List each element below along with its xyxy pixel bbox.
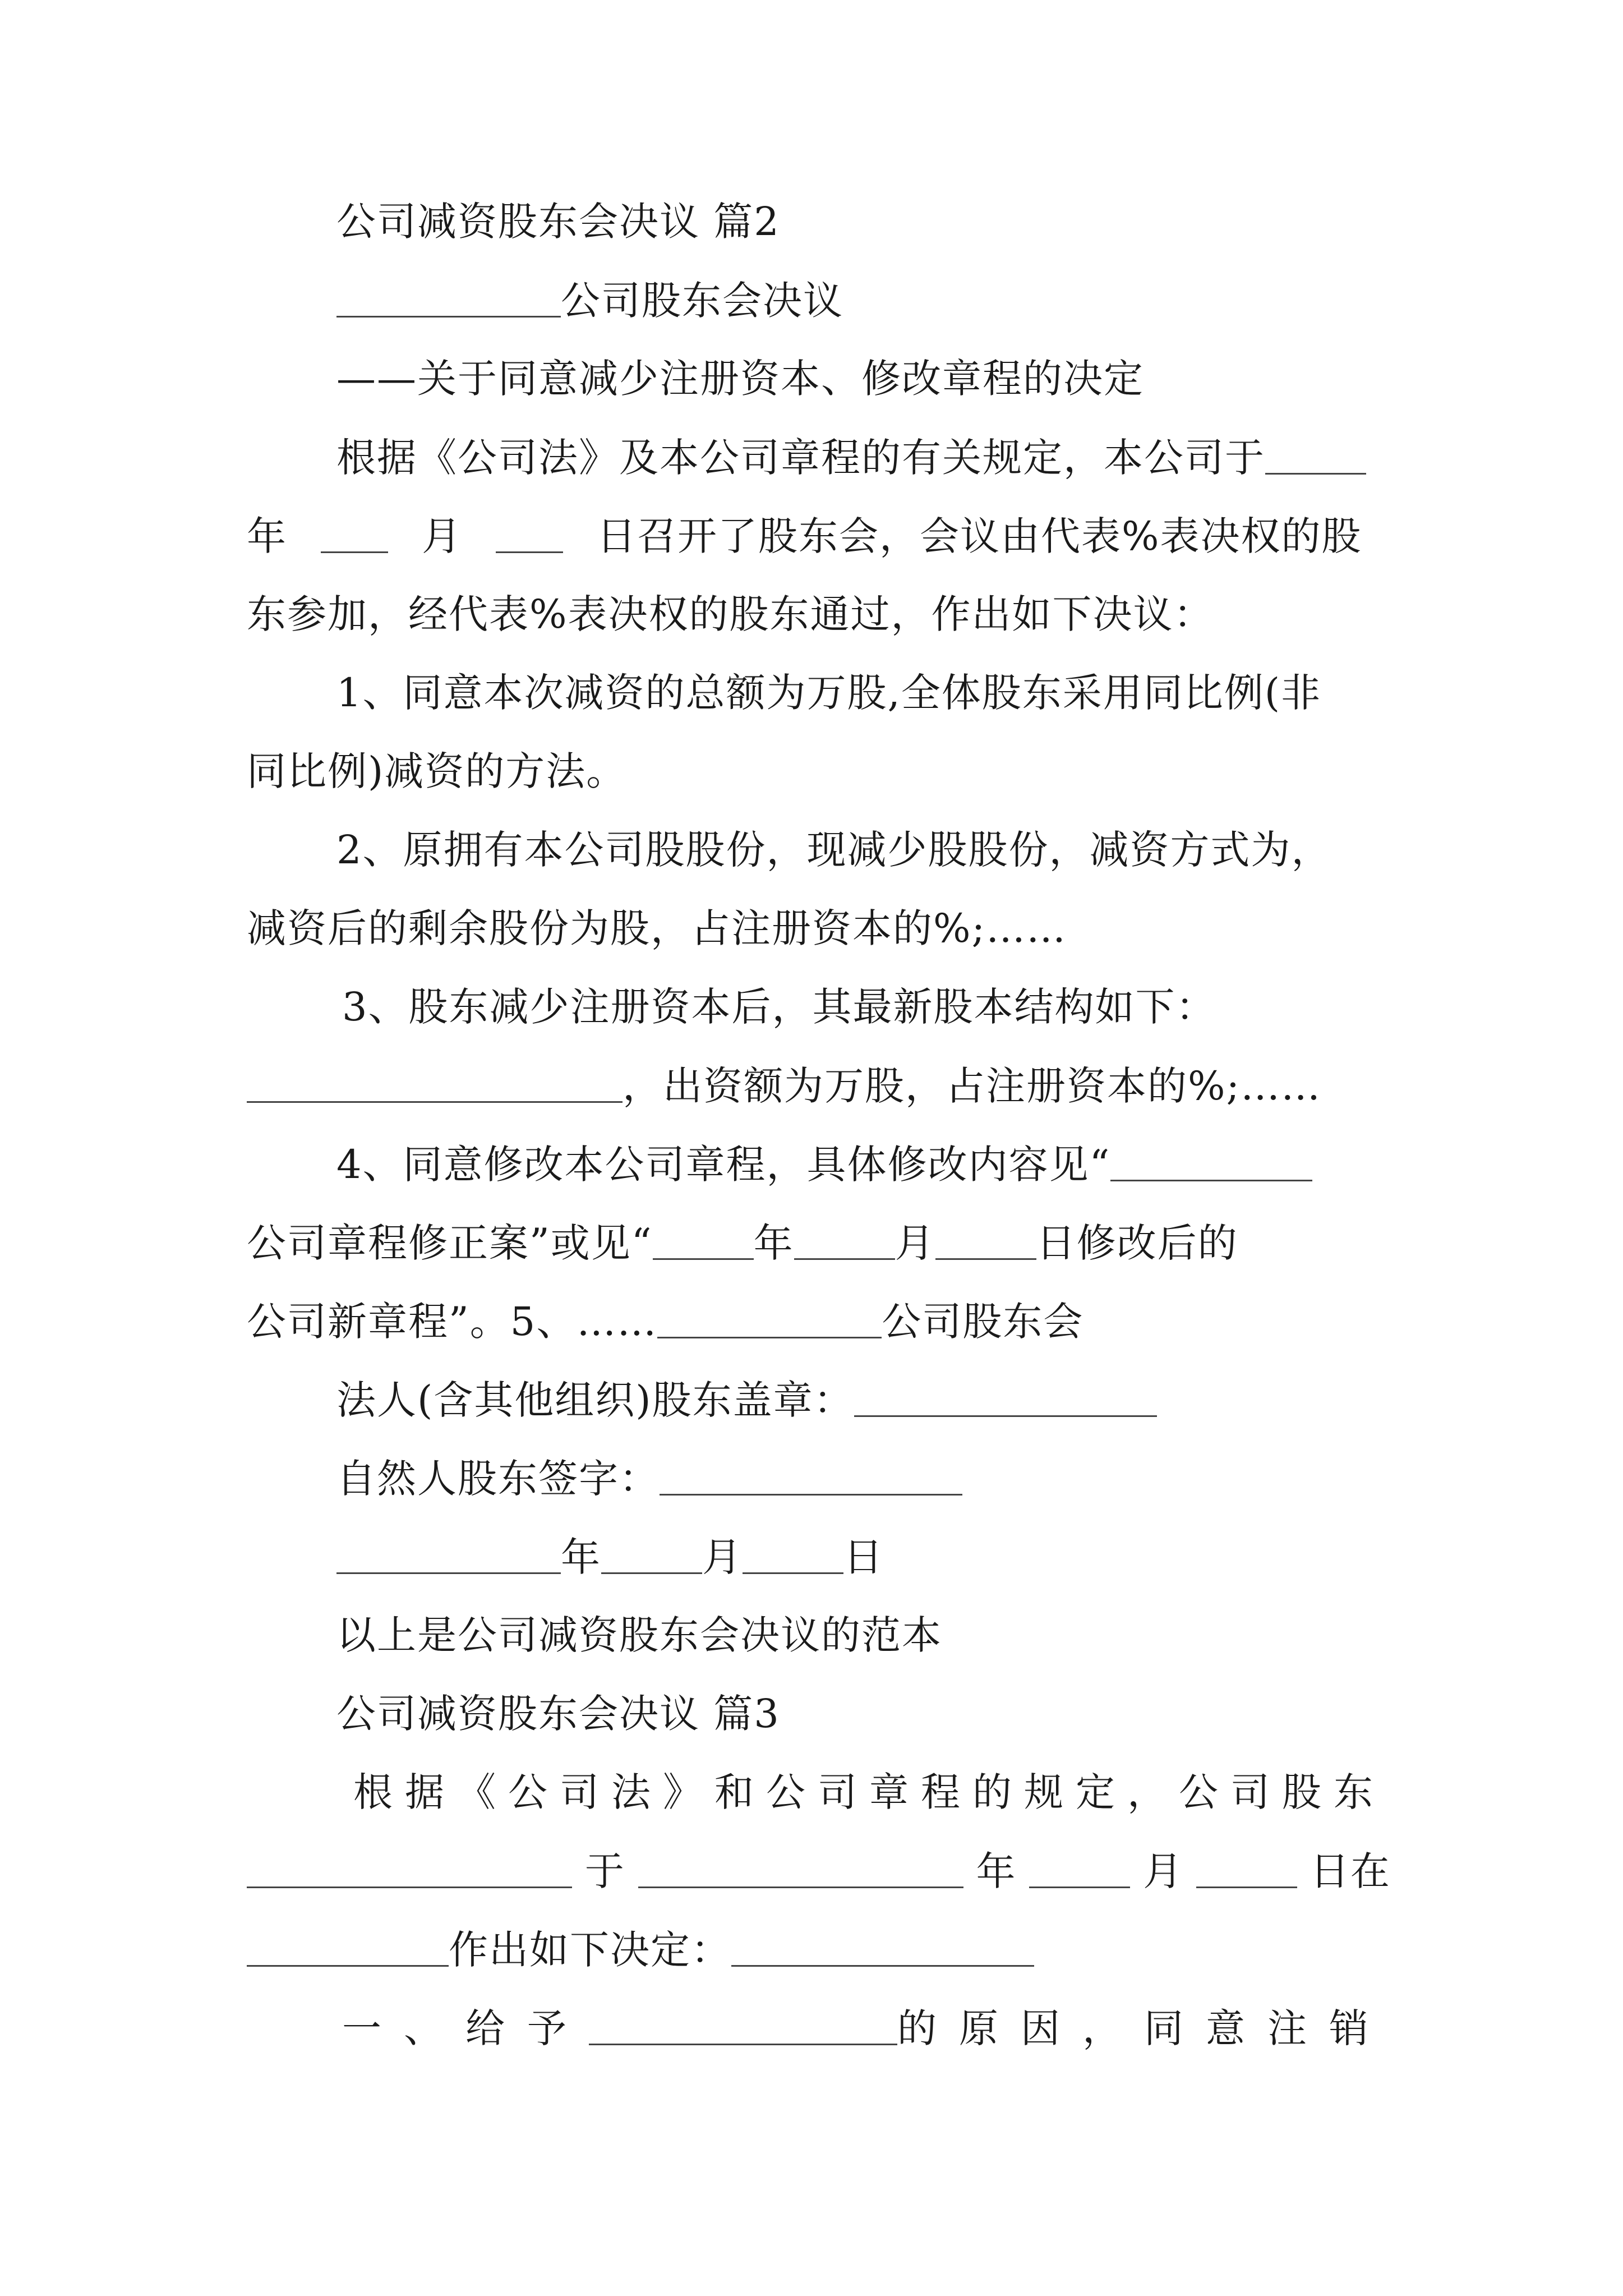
resolution-item-4: 公司章程修正案”或见“ 年 月 日修改后的 [247,1214,1391,1271]
company-name-blank[interactable] [336,275,561,318]
day-blank[interactable] [496,511,563,553]
signature-blank[interactable] [660,1453,962,1496]
paragraph-intro-line: 东参加，经代表%表决权的股东通过，作出如下决议： [247,591,1214,637]
location-blank[interactable] [247,1925,449,1967]
signature-line: 自然人股东签字： [336,1450,1391,1506]
month-blank[interactable] [321,511,388,553]
month-blank[interactable] [794,1218,895,1260]
year-blank[interactable] [1265,432,1366,475]
company-name-blank[interactable] [657,1296,882,1338]
resolution-item-1: 同比例)减资的方法。 [247,748,627,794]
resolution-item-5: 公司新章程”。5、…… 公司股东会 [247,1293,1391,1349]
resolution-item-2: 减资后的剩余股份为股，占注册资本的%;…… [247,905,1067,951]
day-blank[interactable] [743,1532,843,1574]
day-blank[interactable] [935,1218,1036,1260]
template-note: 以上是公司减资股东会决议的范本 [336,1612,942,1658]
date-blank[interactable] [638,1846,963,1888]
corporate-seal-line: 法人(含其他组织)股东盖章： [336,1372,1391,1428]
resolution-title: 公司股东会决议 [336,272,1391,328]
date-line: 年 月 日 [336,1529,1391,1585]
month-blank[interactable] [1029,1846,1130,1888]
resolution-item-2: 2、原拥有本公司股股份，现减少股股份，减资方式为， [336,827,1332,873]
day-blank[interactable] [1196,1846,1297,1888]
resolution-item-1: 1、同意本次减资的总额为万股,全体股东采用同比例(非 [336,670,1322,716]
paragraph-line: 作出如下决定： [247,1921,1391,1977]
resolution-subtitle: ——关于同意减少注册资本、修改章程的决定 [336,356,1144,402]
year-blank[interactable] [336,1532,561,1574]
paragraph-line: 根据《公司法》和公司章程的规定，公司股东 [353,1769,1385,1815]
paragraph-line: 于 年 月 日在 [247,1843,1391,1899]
year-blank[interactable] [653,1218,754,1260]
company-name-blank[interactable] [1110,1139,1312,1181]
resolution-item-3: ，出资额为万股，占注册资本的%;…… [247,1057,1391,1114]
resolution-item-4: 4、同意修改本公司章程，具体修改内容见“ [336,1136,1391,1192]
shareholder-blank[interactable] [247,1846,572,1888]
decision-item-1: 一、给予 的原因，同意注销 [342,2000,1391,2056]
paragraph-intro-line: 根据《公司法》及本公司章程的有关规定，本公司于 [336,429,1391,485]
month-blank[interactable] [601,1532,702,1574]
paragraph-intro-line: 年 月 日召开了股东会，会议由代表%表决权的股 [247,508,1391,564]
section-heading-3: 公司减资股东会决议 篇3 [336,1691,780,1737]
section-heading-2: 公司减资股东会决议 篇2 [336,199,780,245]
decision-blank[interactable] [731,1925,1034,1967]
resolution-item-3: 3、股东减少注册资本后，其最新股本结构如下： [342,984,1216,1030]
reason-blank[interactable] [589,2003,897,2045]
seal-blank[interactable] [854,1375,1157,1417]
shareholder-blank[interactable] [247,1061,623,1103]
